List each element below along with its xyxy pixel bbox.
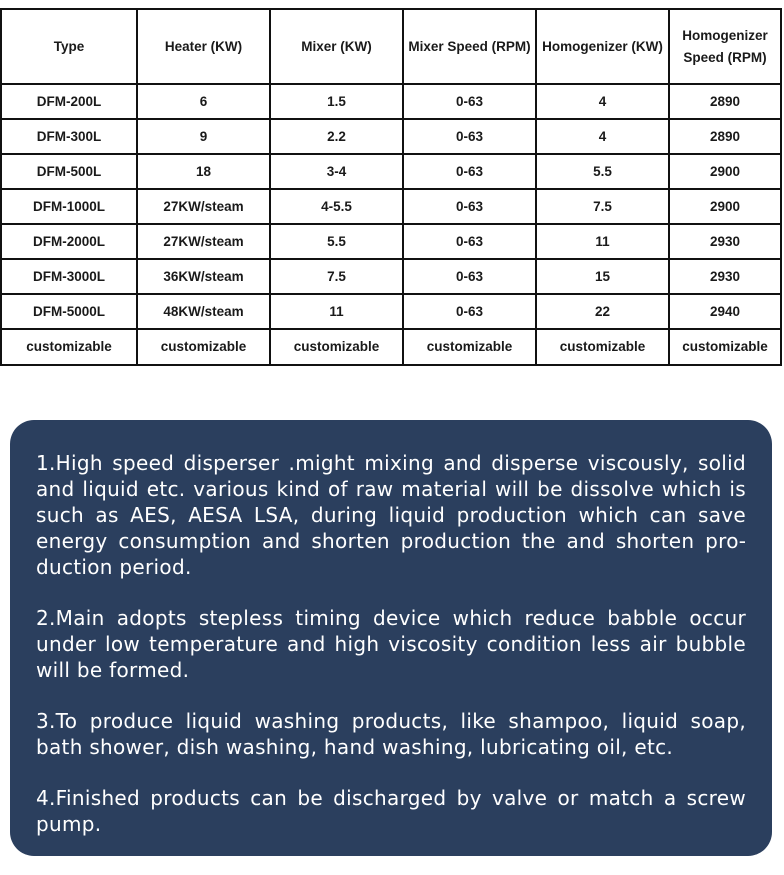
cell-homogenizer: customizable bbox=[536, 329, 669, 365]
cell-heater: 36KW/steam bbox=[137, 259, 270, 294]
cell-homogenizer: 7.5 bbox=[536, 189, 669, 224]
header-mixer: Mixer (KW) bbox=[270, 9, 403, 84]
cell-heater: customizable bbox=[137, 329, 270, 365]
cell-homogenizer-speed: 2900 bbox=[669, 154, 781, 189]
cell-homogenizer-speed: 2940 bbox=[669, 294, 781, 329]
table-row bbox=[1, 259, 781, 294]
cell-homogenizer-speed: 2930 bbox=[669, 259, 781, 294]
cell-type: DFM-5000L bbox=[1, 294, 137, 329]
cell-mixer: customizable bbox=[270, 329, 403, 365]
table-row bbox=[1, 84, 781, 119]
cell-mixer: 1.5 bbox=[270, 84, 403, 119]
cell-heater: 9 bbox=[137, 119, 270, 154]
cell-type: DFM-200L bbox=[1, 84, 137, 119]
cell-homogenizer: 5.5 bbox=[536, 154, 669, 189]
cell-mixer: 3-4 bbox=[270, 154, 403, 189]
cell-homogenizer-speed: 2900 bbox=[669, 189, 781, 224]
cell-mixer: 2.2 bbox=[270, 119, 403, 154]
cell-type: DFM-3000L bbox=[1, 259, 137, 294]
cell-heater: 27KW/steam bbox=[137, 189, 270, 224]
table-row bbox=[1, 224, 781, 259]
cell-type: customizable bbox=[1, 329, 137, 365]
header-mixer-speed: Mixer Speed (RPM) bbox=[403, 9, 536, 84]
table-row bbox=[1, 329, 781, 365]
cell-mixer: 5.5 bbox=[270, 224, 403, 259]
cell-homogenizer-speed: customizable bbox=[669, 329, 781, 365]
cell-mixer-speed: 0-63 bbox=[403, 154, 536, 189]
table-row bbox=[1, 294, 781, 329]
cell-type: DFM-500L bbox=[1, 154, 137, 189]
table-row bbox=[1, 189, 781, 224]
cell-heater: 18 bbox=[137, 154, 270, 189]
cell-mixer-speed: 0-63 bbox=[403, 224, 536, 259]
cell-homogenizer-speed: 2930 bbox=[669, 224, 781, 259]
cell-homogenizer-speed: 2890 bbox=[669, 119, 781, 154]
feature-paragraph-2: 2.Main adopts stepless timing device which reduce babble occur under low temperature and high viscosity condition less air bubble will be formed. bbox=[36, 606, 746, 682]
feature-paragraph-3: 3.To produce liquid washing products, like shampoo, liquid soap, bath shower, dish washing, hand washing, lubricating oil, etc. bbox=[36, 709, 746, 759]
cell-mixer-speed: 0-63 bbox=[403, 294, 536, 329]
feature-paragraph-4: 4.Finished products can be discharged by valve or match a screw pump. bbox=[36, 786, 746, 836]
cell-heater: 27KW/steam bbox=[137, 224, 270, 259]
header-homogenizer-speed: Homogenizer Speed (RPM) bbox=[669, 9, 781, 84]
cell-mixer-speed: 0-63 bbox=[403, 119, 536, 154]
header-heater: Heater (KW) bbox=[137, 9, 270, 84]
table-row bbox=[1, 154, 781, 189]
table-header-row bbox=[1, 9, 781, 84]
cell-heater: 48KW/steam bbox=[137, 294, 270, 329]
cell-type: DFM-300L bbox=[1, 119, 137, 154]
cell-mixer-speed: 0-63 bbox=[403, 84, 536, 119]
cell-mixer: 11 bbox=[270, 294, 403, 329]
cell-heater: 6 bbox=[137, 84, 270, 119]
header-homogenizer: Homogenizer (KW) bbox=[536, 9, 669, 84]
feature-paragraph-1: 1.High speed disperser .might mixing and disperse viscously, solid and liquid etc. various kind of raw material will be dissolve which is such as AES, AESA LSA, during liquid production which can save energy consumption and shorten production the and shorten production period. bbox=[36, 451, 746, 579]
cell-type: DFM-1000L bbox=[1, 189, 137, 224]
table-row bbox=[1, 119, 781, 154]
cell-mixer-speed: 0-63 bbox=[403, 189, 536, 224]
cell-mixer: 4-5.5 bbox=[270, 189, 403, 224]
cell-homogenizer-speed: 2890 bbox=[669, 84, 781, 119]
cell-homogenizer: 22 bbox=[536, 294, 669, 329]
cell-homogenizer: 4 bbox=[536, 84, 669, 119]
cell-homogenizer: 11 bbox=[536, 224, 669, 259]
spec-table bbox=[0, 8, 782, 366]
header-type: Type bbox=[1, 9, 137, 84]
features-card bbox=[10, 420, 772, 856]
cell-homogenizer: 15 bbox=[536, 259, 669, 294]
cell-mixer-speed: customizable bbox=[403, 329, 536, 365]
cell-mixer-speed: 0-63 bbox=[403, 259, 536, 294]
cell-type: DFM-2000L bbox=[1, 224, 137, 259]
cell-homogenizer: 4 bbox=[536, 119, 669, 154]
cell-mixer: 7.5 bbox=[270, 259, 403, 294]
